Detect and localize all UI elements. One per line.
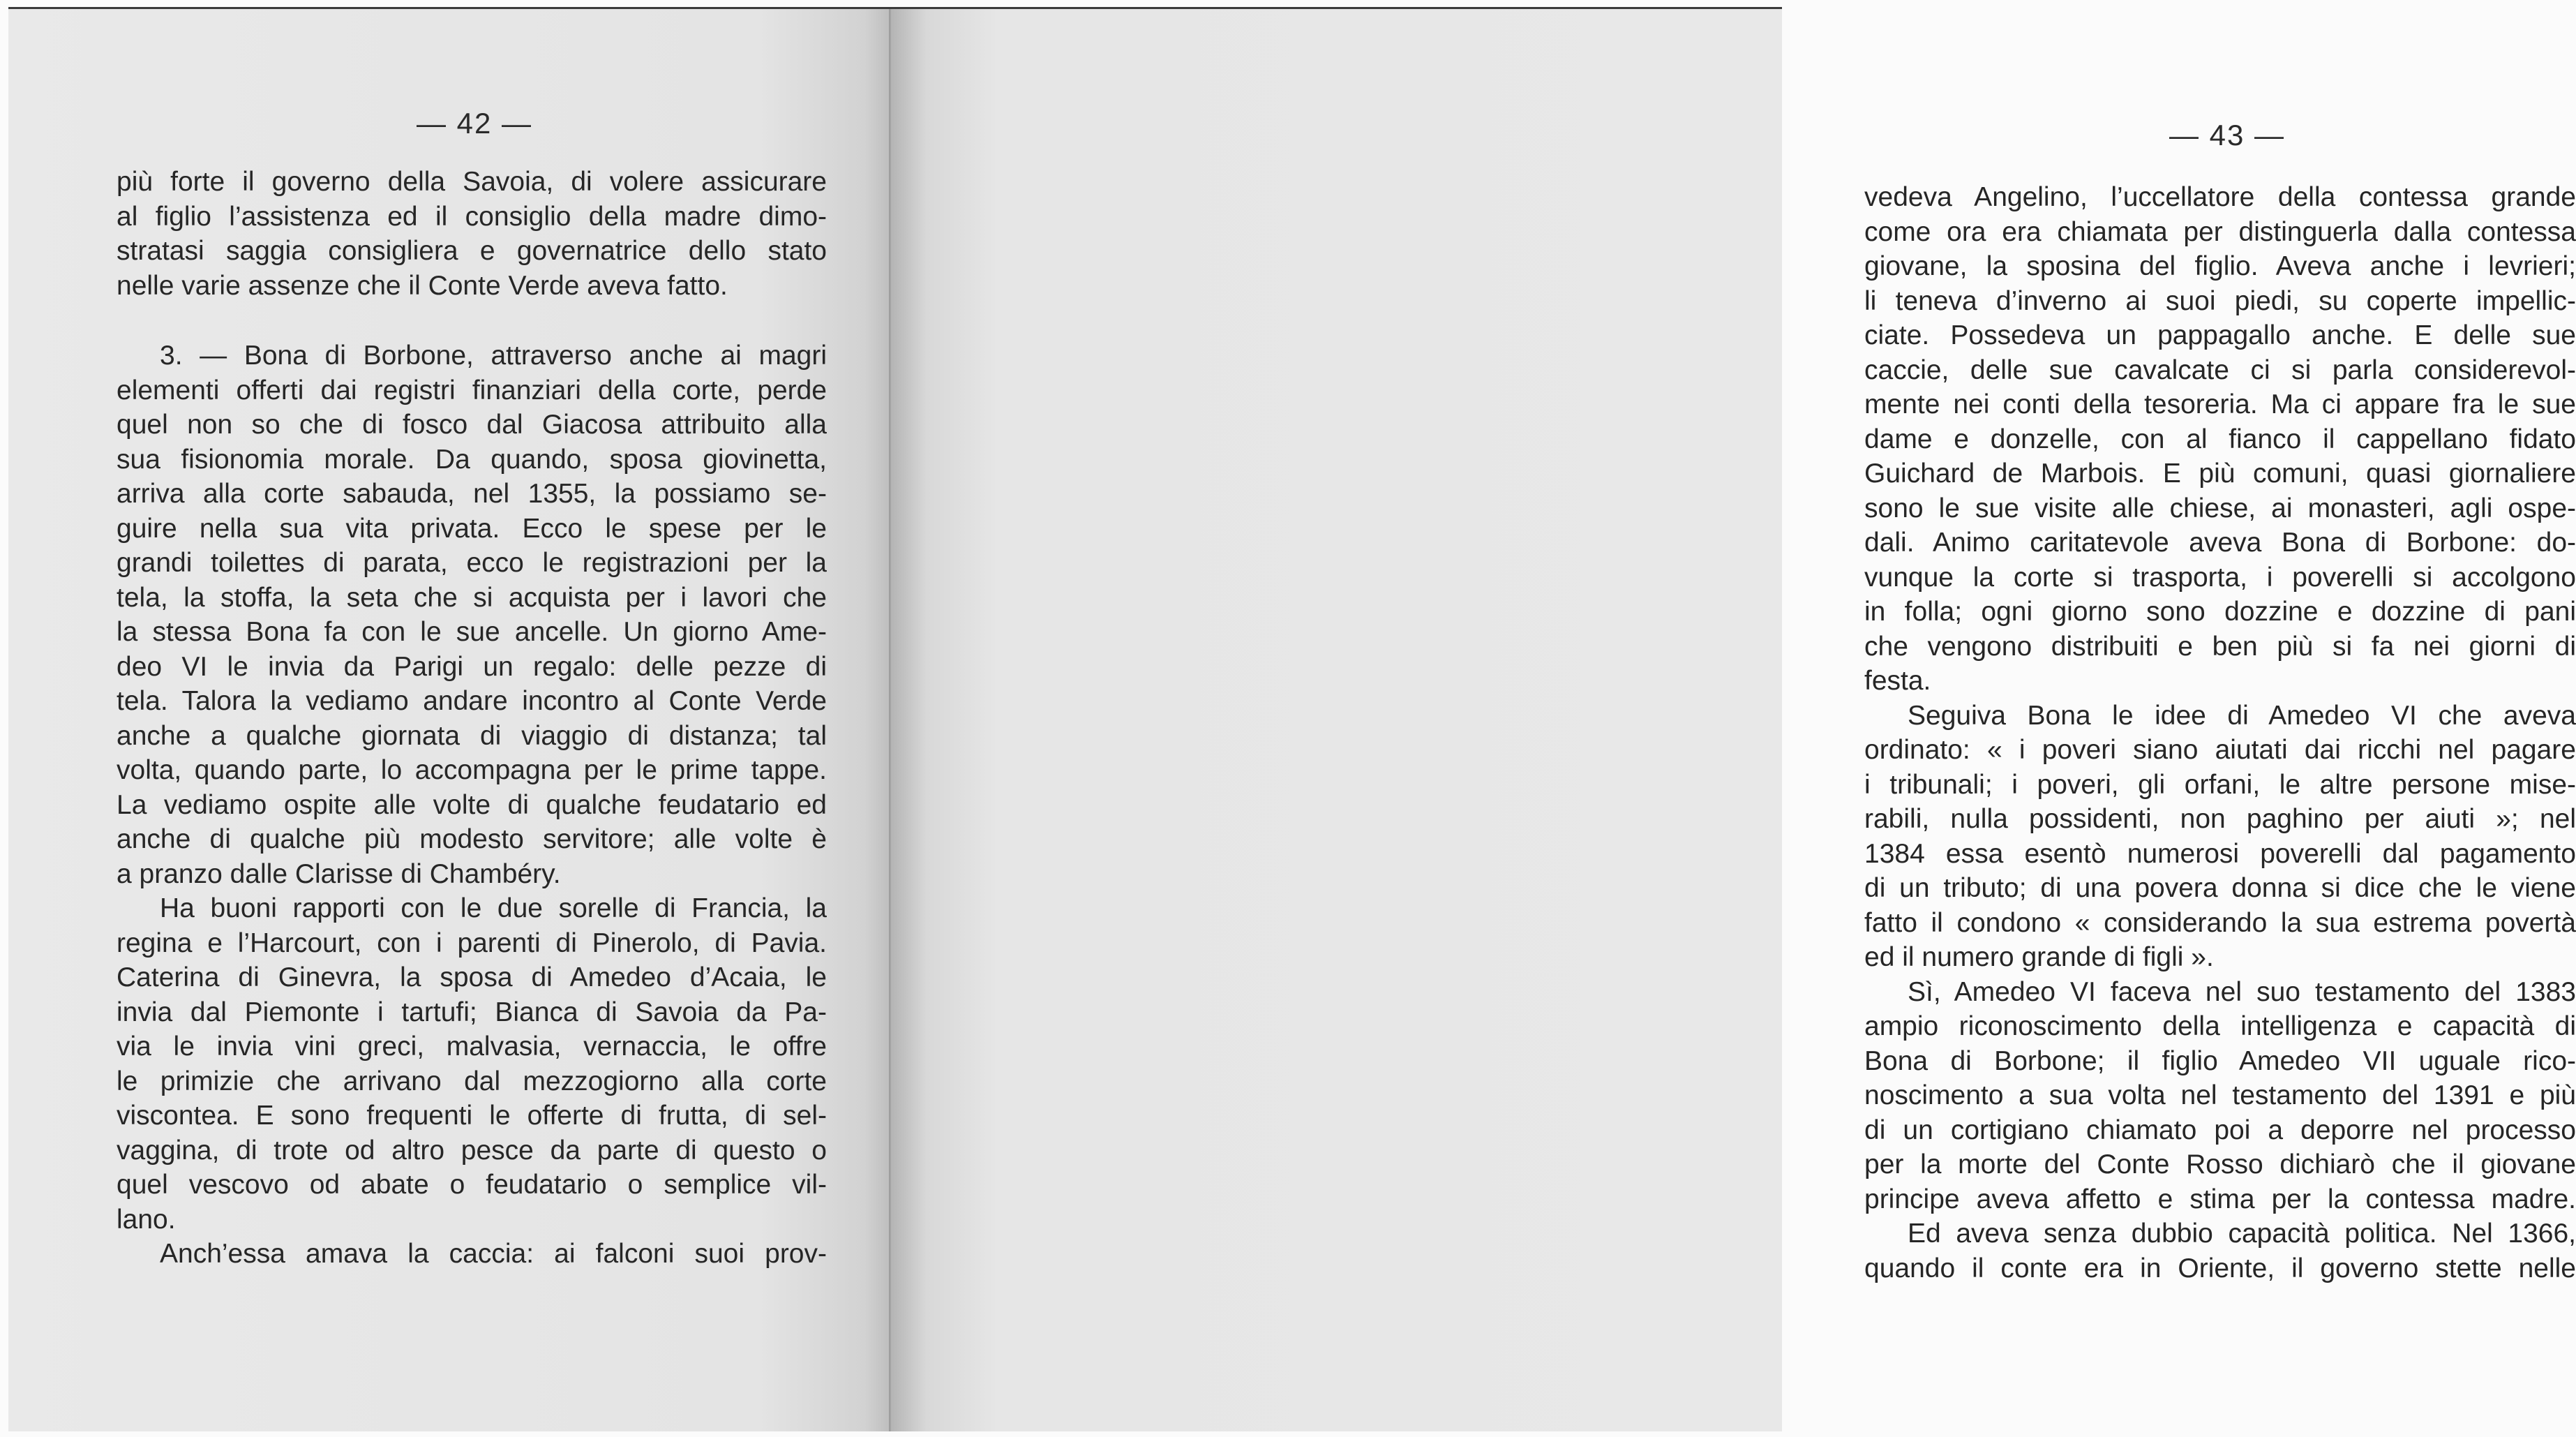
text-line: tela, la stoffa, la seta che si acquista per i lavori che [117,582,827,613]
text-line: regina e l’Harcourt, con i parenti di Pinerolo, di Pavia. [117,928,827,958]
text-line: quel vescovo od abate o feudatario o semplice vil- [117,1170,827,1200]
text-line: festa. [1864,666,1931,696]
text-line: grandi toilettes di parata, ecco le registrazioni per la [117,548,827,578]
right-page [891,9,2576,1431]
text-line: li teneva d’inverno ai suoi piedi, su coperte impellic- [1864,285,2576,316]
text-line: vunque la corte si trasporta, i poverelli si accolgono [1864,562,2576,593]
text-line: volta, quando parte, lo accompagna per le prime tappe. [117,755,827,785]
text-line: le primizie che arrivano dal mezzogiorno alla corte [117,1066,827,1096]
text-line: guire nella sua vita privata. Ecco le spese per le [117,513,827,544]
text-line: giovane, la sposina del figlio. Aveva anche i levrieri; [1864,251,2576,281]
page-number-right: — 43 — [2169,119,2286,151]
text-line: di un cortigiano chiamato poi a deporre nel processo [1864,1115,2576,1145]
page-number-left: — 42 — [417,107,533,140]
text-line: 3. — Bona di Borbone, attraverso anche ai magri [160,341,827,371]
text-line: Sì, Amedeo VI faceva nel suo testamento del 1383 [1908,976,2576,1007]
text-line: invia dal Piemonte i tartufi; Bianca di Savoia da Pa- [117,997,827,1027]
text-line: ampio riconoscimento della intelligenza e capacità di [1864,1011,2576,1041]
text-line: ordinato: « i poveri siano aiutati dai ricchi nel pagare [1864,735,2576,765]
text-line: Caterina di Ginevra, la sposa di Amedeo d’Acaia, le [117,962,827,992]
text-line: viscontea. E sono frequenti le offerte di frutta, di sel- [117,1101,827,1131]
text-line: che vengono distribuiti e ben più si fa nei giorni di [1864,631,2576,662]
text-line: vaggina, di trote od altro pesce da parte di questo o [117,1135,827,1166]
text-line: Guichard de Marbois. E più comuni, quasi giornaliere [1864,459,2576,489]
text-line: di un tributo; di una povera donna si dice che le viene [1864,873,2576,903]
text-line: quel non so che di fosco dal Giacosa attribuito alla [117,410,827,440]
text-line: principe aveva affetto e stima per la contessa madre. [1864,1184,2576,1214]
text-line: Bona di Borbone; il figlio Amedeo VII uguale rico- [1864,1045,2576,1076]
left-page [8,9,891,1431]
text-line: anche di qualche più modesto servitore; alle volte è [117,824,827,854]
text-line: la stessa Bona fa con le sue ancelle. Un giorno Ame- [117,617,827,647]
text-line: dame e donzelle, con al fianco il cappellano fidato [1864,424,2576,454]
text-line: Ha buoni rapporti con le due sorelle di Francia, la [160,893,827,923]
text-line: mente nei conti della tesoreria. Ma ci appare fra le sue [1864,389,2576,419]
text-line: 1384 essa esentò numerosi poverelli dal pagamento [1864,838,2576,869]
text-line: via le invia vini greci, malvasia, vernaccia, le offre [117,1032,827,1062]
text-line: arriva alla corte sabauda, nel 1355, la possiamo se- [117,479,827,509]
text-line: deo VI le invia da Parigi un regalo: delle pezze di [117,651,827,682]
text-line: i tribunali; i poveri, gli orfani, le altre persone mise- [1864,769,2576,800]
text-line: noscimento a sua volta nel testamento del 1391 e più [1864,1080,2576,1110]
text-line: in folla; ogni giorno sono dozzine e dozzine di pani [1864,597,2576,627]
text-line: dali. Animo caritatevole aveva Bona di Borbone: do- [1864,528,2576,558]
open-book [8,7,2576,1431]
text-line: sono le sue visite alle chiese, ai monasteri, agli ospe- [1864,493,2576,523]
text-line: ciate. Possedeva un pappagallo anche. E delle sue [1864,320,2576,350]
text-line: a pranzo dalle Clarisse di Chambéry. [117,858,561,889]
text-line: stratasi saggia consigliera e governatrice dello stato [117,236,827,266]
text-line: rabili, nulla possidenti, non paghino per aiuti »; nel [1864,804,2576,834]
text-line: La vediamo ospite alle volte di qualche feudatario ed [117,789,827,820]
text-line: più forte il governo della Savoia, di volere assicurare [117,167,827,197]
text-line: sua fisionomia morale. Da quando, sposa giovinetta, [117,444,827,475]
text-line: ed il numero grande di figli ». [1864,942,2214,972]
text-line: lano. [117,1204,176,1235]
text-line: come ora era chiamata per distinguerla dalla contessa [1864,216,2576,247]
text-line: quando il conte era in Oriente, il governo stette nelle [1864,1253,2576,1283]
text-line: elementi offerti dai registri finanziari della corte, perde [117,375,827,405]
text-line: Anch’essa amava la caccia: ai falconi suoi prov- [160,1239,827,1269]
text-line: fatto il condono « considerando la sua estrema povertà [1864,907,2576,938]
text-line: vedeva Angelino, l’uccellatore della contessa grande [1864,182,2576,212]
text-line: al figlio l’assistenza ed il consiglio della madre dimo- [117,201,827,232]
text-line: Seguiva Bona le idee di Amedeo VI che aveva [1908,700,2576,731]
text-line: nelle varie assenze che il Conte Verde aveva fatto. [117,270,728,301]
text-line: Ed aveva senza dubbio capacità politica. Nel 1366, [1908,1219,2576,1249]
text-line: per la morte del Conte Rosso dichiarò che il giovane [1864,1149,2576,1179]
text-line: anche a qualche giornata di viaggio di distanza; tal [117,720,827,751]
left-page-text [117,165,827,1272]
text-line: tela. Talora la vediamo andare incontro al Conte Verde [117,686,827,716]
text-line: caccie, delle sue cavalcate ci si parla considerevol- [1864,355,2576,385]
right-page-text [1864,180,2576,1286]
